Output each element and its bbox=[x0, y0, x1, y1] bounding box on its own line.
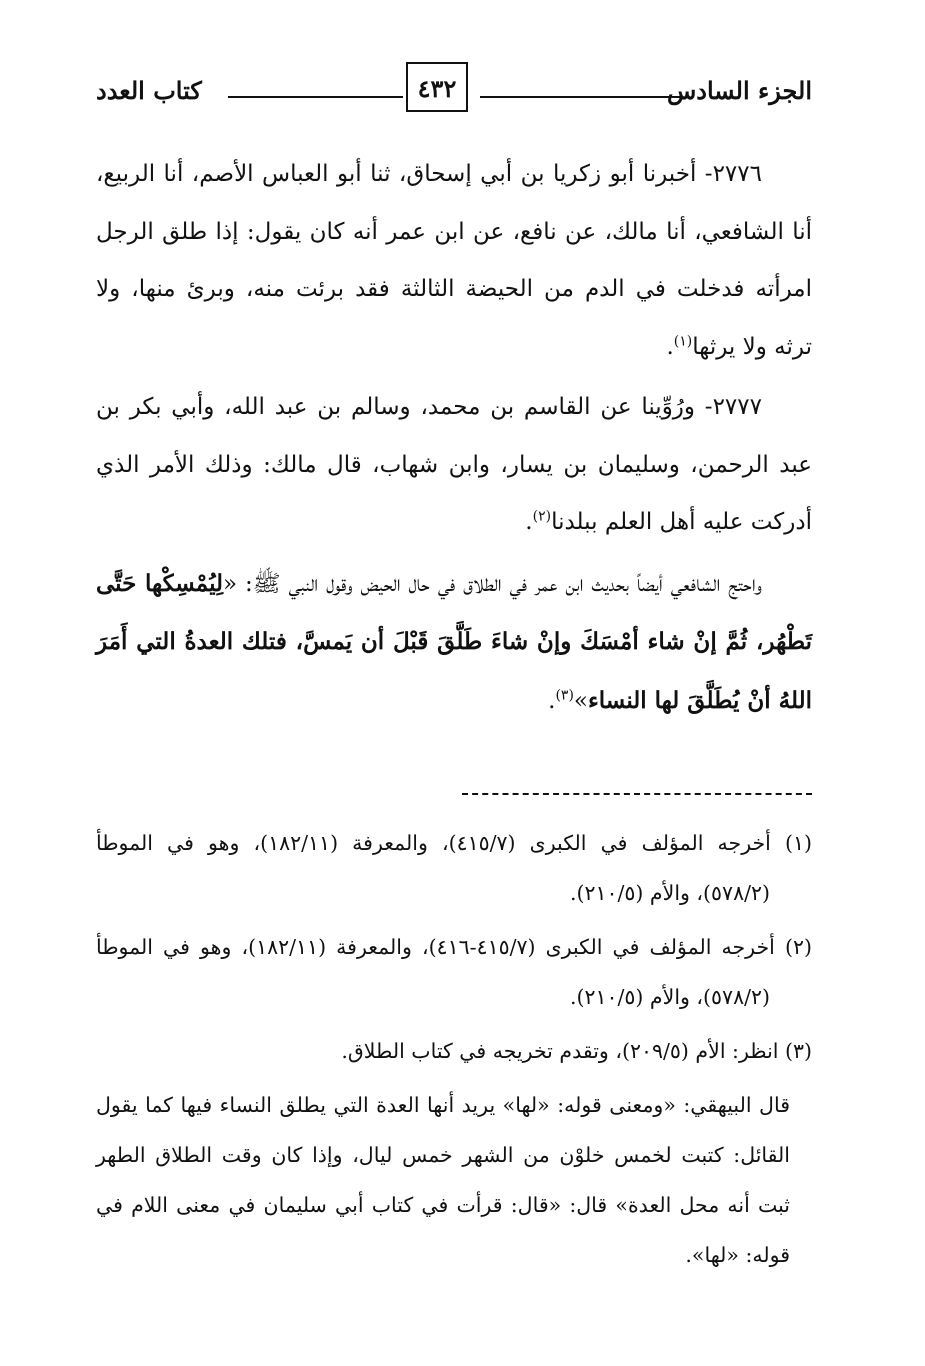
hadith-2776: ٢٧٧٦- أخبرنا أبو زكريا بن أبي إسحاق، ثنا أبو العباس الأصم، أنا الربيع، أنا الشافعي، أنا مالك، عن نافع، عن ابن عمر أنه كان يقول: إذا طلق الرجل امرأته فدخلت في الدم من الحيضة الثالثة فقد برئت منه، وبرئ منها، ولا ترثه ولا يرثها$^{(١)}$. bbox=[96, 161, 812, 360]
footnote-3-note: قال البيهقي: «ومعنى قوله: «لها» يريد أنها العدة التي يطلق النساء فيها كما يقول القائل: كتبت لخمس خلوْن من الشهر خمس ليال، وإذا كان وقت الطلاق الطهر ثبت أنه محل العدة» قال: «قال: قرأت في كتاب أبي سليمان في معنى اللام في قوله: «لها». bbox=[96, 1093, 790, 1267]
footnote-3: (٣) انظر: الأم (٢٠٩/٥)، وتقدم تخريجه في كتاب الطلاق. bbox=[341, 1039, 812, 1063]
footnote-ref-3[interactable]: (٣) bbox=[555, 686, 574, 703]
hadith-2776-text: ٢٧٧٦- أخبرنا أبو زكريا بن أبي إسحاق، ثنا أبو العباس الأصم، أنا الربيع، أنا الشافعي، أنا مالك، عن نافع، عن ابن عمر أنه كان يقول: إذا طلق الرجل امرأته فدخلت في الدم من الحيضة الثالثة فقد برئت منه، وبرئ منها، ولا ترثه ولا يرثها bbox=[96, 161, 812, 360]
header-rule-right bbox=[480, 96, 680, 98]
footnotes bbox=[96, 818, 812, 1280]
book-title: كتاب العدد bbox=[96, 76, 202, 105]
quote-close: » bbox=[573, 687, 588, 714]
page-header bbox=[96, 62, 812, 122]
footnote-2: (٢) أخرجه المؤلف في الكبرى (٤١٥/٧-٤١٦)، والمعرفة (١٨٢/١١)، وهو في الموطأ (٥٧٨/٢)، والأم (٢١٠/٥). bbox=[96, 935, 812, 1009]
hadith-2777: ٢٧٧٧- ورُوِّينا عن القاسم بن محمد، وسالم بن عبد الله، وأبي بكر بن عبد الرحمن، وسليمان بن يسار، وابن شهاب، قال مالك: وذلك الأمر الذي أدركت عليه أهل العلم ببلدنا$^{(٢)}$. bbox=[96, 394, 812, 535]
page-number: ٤٣٢ bbox=[406, 62, 468, 112]
footnote-ref-1[interactable]: (١) bbox=[673, 332, 693, 349]
shafii-argument: واحتج الشافعي أيضاً بحديث ابن عمر في الطلاق في حال الحيض وقول النبي ﷺ: «لِيُمْسِكْها حَتَّى تَطْهُر، ثُمَّ إنْ شاء أمْسَكَ وإنْ شاءَ طَلَّقَ قَبْلَ أن يَمسَّ، فتلك العدةُ التي أَمَرَ اللهُ أنْ يُطَلَّقَ لها النساء»$^{(٣)}$. bbox=[96, 569, 812, 714]
section-title: الجزء السادس bbox=[666, 76, 812, 105]
header-rule-left bbox=[228, 96, 403, 98]
footnote-separator bbox=[462, 793, 812, 795]
footnote-ref-2[interactable]: (٢) bbox=[532, 508, 552, 525]
main-text bbox=[96, 146, 812, 730]
hadith-2777-text: ٢٧٧٧- ورُوِّينا عن القاسم بن محمد، وسالم بن عبد الله، وأبي بكر بن عبد الرحمن، وسليمان بن يسار، وابن شهاب، قال مالك: وذلك الأمر الذي أدركت عليه أهل العلم ببلدنا bbox=[96, 394, 812, 535]
footnote-1: (١) أخرجه المؤلف في الكبرى (٤١٥/٧)، والمعرفة (١٨٢/١١)، وهو في الموطأ (٥٧٨/٢)، والأم (٢١٠/٥). bbox=[96, 831, 813, 905]
prophet-hadith-quote: لِيُمْسِكْها حَتَّى تَطْهُر، ثُمَّ إنْ شاء أمْسَكَ وإنْ شاءَ طَلَّقَ قَبْلَ أن يَمسَّ، فتلك العدةُ التي أَمَرَ اللهُ أنْ يُطَلَّقَ لها النساء bbox=[96, 569, 812, 714]
shafii-intro: واحتج الشافعي أيضاً بحديث ابن عمر في الطلاق في حال الحيض وقول النبي ﷺ: « bbox=[223, 570, 762, 597]
